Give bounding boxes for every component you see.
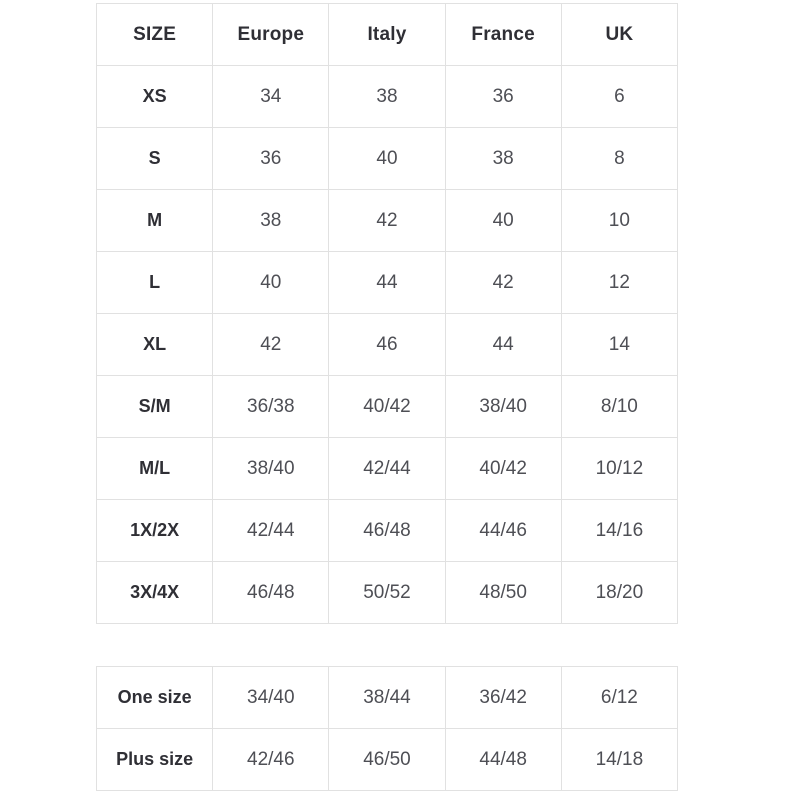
value-cell: 6/12 — [561, 667, 677, 729]
table-row — [97, 190, 678, 252]
value-cell: 38/40 — [213, 438, 329, 500]
column-header-europe: Europe — [213, 4, 329, 66]
value-cell: 42/44 — [213, 500, 329, 562]
value-cell: 38/44 — [329, 667, 445, 729]
value-cell: 44 — [329, 252, 445, 314]
value-cell: 44/48 — [445, 729, 561, 791]
value-cell: 36 — [213, 128, 329, 190]
size-cell: XL — [97, 314, 213, 376]
value-cell: 40 — [329, 128, 445, 190]
table-row — [97, 66, 678, 128]
size-cell: L — [97, 252, 213, 314]
table-row — [97, 376, 678, 438]
value-cell: 38 — [329, 66, 445, 128]
value-cell: 10 — [561, 190, 677, 252]
value-cell: 12 — [561, 252, 677, 314]
value-cell: 46 — [329, 314, 445, 376]
value-cell: 40 — [213, 252, 329, 314]
value-cell: 46/48 — [329, 500, 445, 562]
size-cell: Plus size — [97, 729, 213, 791]
value-cell: 8/10 — [561, 376, 677, 438]
value-cell: 14 — [561, 314, 677, 376]
value-cell: 40/42 — [445, 438, 561, 500]
table-row — [97, 500, 678, 562]
value-cell: 14/18 — [561, 729, 677, 791]
value-cell: 46/50 — [329, 729, 445, 791]
column-header-france: France — [445, 4, 561, 66]
value-cell: 38 — [213, 190, 329, 252]
value-cell: 36/38 — [213, 376, 329, 438]
value-cell: 14/16 — [561, 500, 677, 562]
value-cell: 42 — [213, 314, 329, 376]
value-cell: 42/46 — [213, 729, 329, 791]
value-cell: 50/52 — [329, 562, 445, 624]
table-row — [97, 562, 678, 624]
value-cell: 48/50 — [445, 562, 561, 624]
column-header-size: SIZE — [97, 4, 213, 66]
column-header-uk: UK — [561, 4, 677, 66]
value-cell: 38 — [445, 128, 561, 190]
size-cell: M — [97, 190, 213, 252]
value-cell: 34 — [213, 66, 329, 128]
value-cell: 36/42 — [445, 667, 561, 729]
table-row — [97, 729, 678, 791]
size-cell: One size — [97, 667, 213, 729]
table-row — [97, 252, 678, 314]
value-cell: 36 — [445, 66, 561, 128]
value-cell: 42 — [329, 190, 445, 252]
column-header-italy: Italy — [329, 4, 445, 66]
value-cell: 44/46 — [445, 500, 561, 562]
value-cell: 42 — [445, 252, 561, 314]
size-cell: XS — [97, 66, 213, 128]
value-cell: 34/40 — [213, 667, 329, 729]
value-cell: 46/48 — [213, 562, 329, 624]
value-cell: 42/44 — [329, 438, 445, 500]
size-cell: S/M — [97, 376, 213, 438]
value-cell: 38/40 — [445, 376, 561, 438]
table-row — [97, 128, 678, 190]
value-cell: 40 — [445, 190, 561, 252]
value-cell: 6 — [561, 66, 677, 128]
value-cell: 10/12 — [561, 438, 677, 500]
value-cell: 8 — [561, 128, 677, 190]
size-cell: M/L — [97, 438, 213, 500]
size-cell: S — [97, 128, 213, 190]
special-size-table — [96, 666, 678, 791]
table-row — [97, 314, 678, 376]
size-cell: 1X/2X — [97, 500, 213, 562]
table-row — [97, 438, 678, 500]
value-cell: 44 — [445, 314, 561, 376]
size-conversion-table — [96, 3, 678, 624]
value-cell: 18/20 — [561, 562, 677, 624]
header-row — [97, 4, 678, 66]
table-row — [97, 667, 678, 729]
value-cell: 40/42 — [329, 376, 445, 438]
size-cell: 3X/4X — [97, 562, 213, 624]
